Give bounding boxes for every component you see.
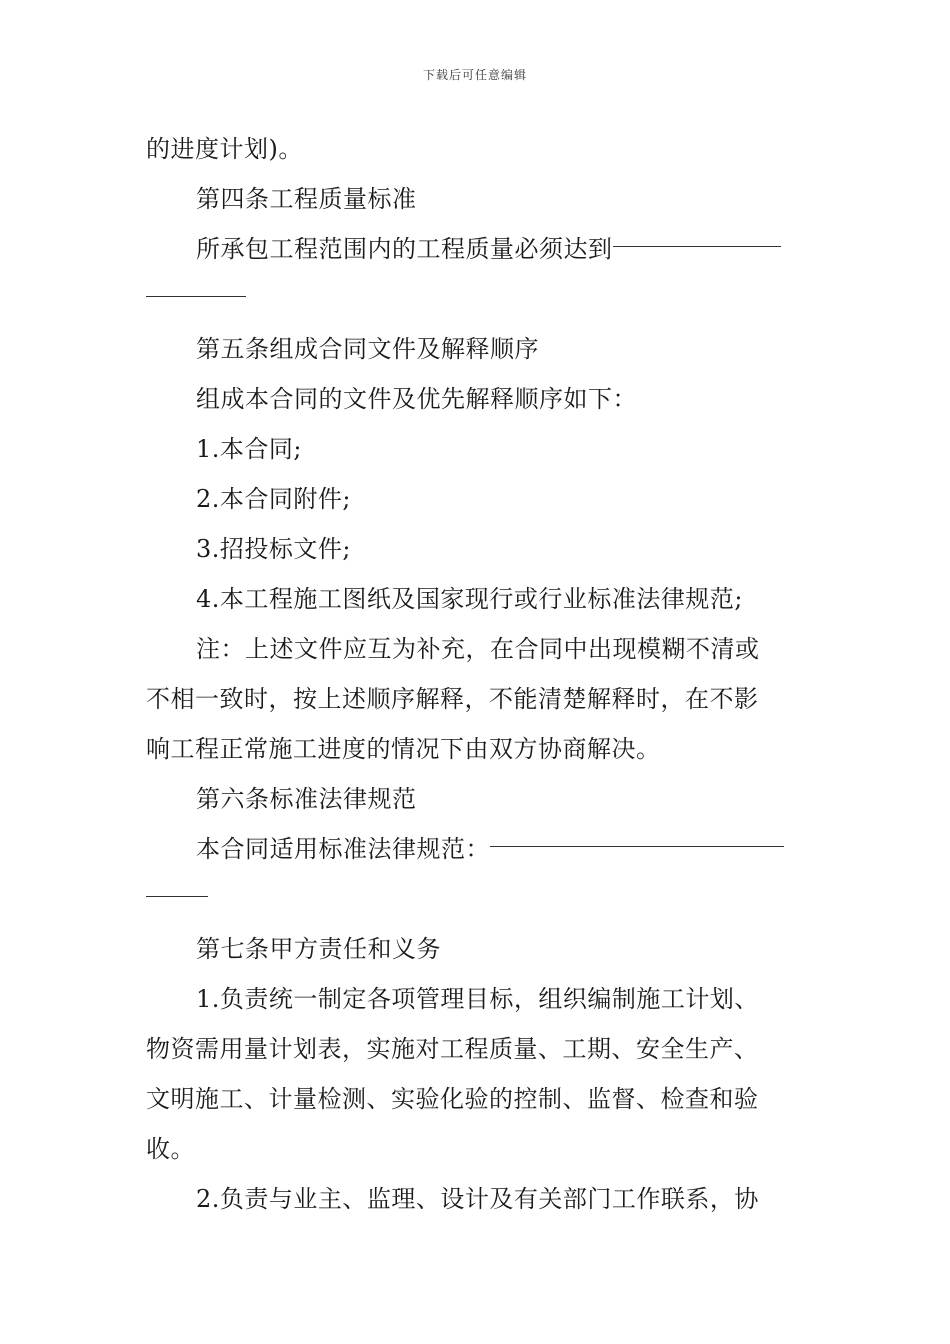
text-line: 的进度计划)。 bbox=[146, 135, 303, 163]
fill-blank bbox=[146, 896, 208, 897]
section-heading: 第四条工程质量标准 bbox=[196, 185, 417, 213]
page-header: 下载后可任意编辑 bbox=[422, 68, 527, 82]
quality-standard-label: 所承包工程范围内的工程质量必须达到 bbox=[196, 235, 613, 263]
fill-blank bbox=[613, 246, 781, 247]
fill-blank bbox=[146, 296, 246, 297]
list-item: 4.本工程施工图纸及国家现行或行业标准法律规范; bbox=[196, 585, 743, 613]
section-heading: 第七条甲方责任和义务 bbox=[196, 935, 441, 963]
section-heading: 第五条组成合同文件及解释顺序 bbox=[196, 335, 539, 363]
text-line: 物资需用量计划表，实施对工程质量、工期、安全生产、 bbox=[146, 1035, 759, 1063]
section-heading: 第六条标准法律规范 bbox=[196, 785, 417, 813]
fill-blank bbox=[490, 846, 784, 847]
text-line: 文明施工、计量检测、实验化验的控制、监督、检查和验 bbox=[146, 1085, 759, 1113]
blank-continuation-line bbox=[146, 274, 806, 324]
text-line: 不相一致时，按上述顺序解释，不能清楚解释时，在不影 bbox=[146, 685, 759, 713]
quality-standard-line bbox=[146, 224, 806, 274]
text-line: 收。 bbox=[146, 1135, 195, 1163]
list-item: 2.本合同附件; bbox=[196, 485, 351, 513]
text-line: 1.负责统一制定各项管理目标，组织编制施工计划、 bbox=[196, 985, 759, 1013]
legal-standard-line bbox=[146, 824, 806, 874]
document-body bbox=[146, 124, 806, 1224]
list-item: 1.本合同; bbox=[196, 435, 302, 463]
legal-standard-label: 本合同适用标准法律规范： bbox=[196, 835, 490, 863]
text-line: 组成本合同的文件及优先解释顺序如下： bbox=[196, 385, 637, 413]
text-line: 2.负责与业主、监理、设计及有关部门工作联系，协 bbox=[196, 1185, 759, 1213]
text-line: 响工程正常施工进度的情况下由双方协商解决。 bbox=[146, 735, 661, 763]
list-item: 3.招投标文件; bbox=[196, 535, 351, 563]
text-line: 注：上述文件应互为补充，在合同中出现模糊不清或 bbox=[196, 635, 760, 663]
blank-continuation-line bbox=[146, 874, 806, 924]
